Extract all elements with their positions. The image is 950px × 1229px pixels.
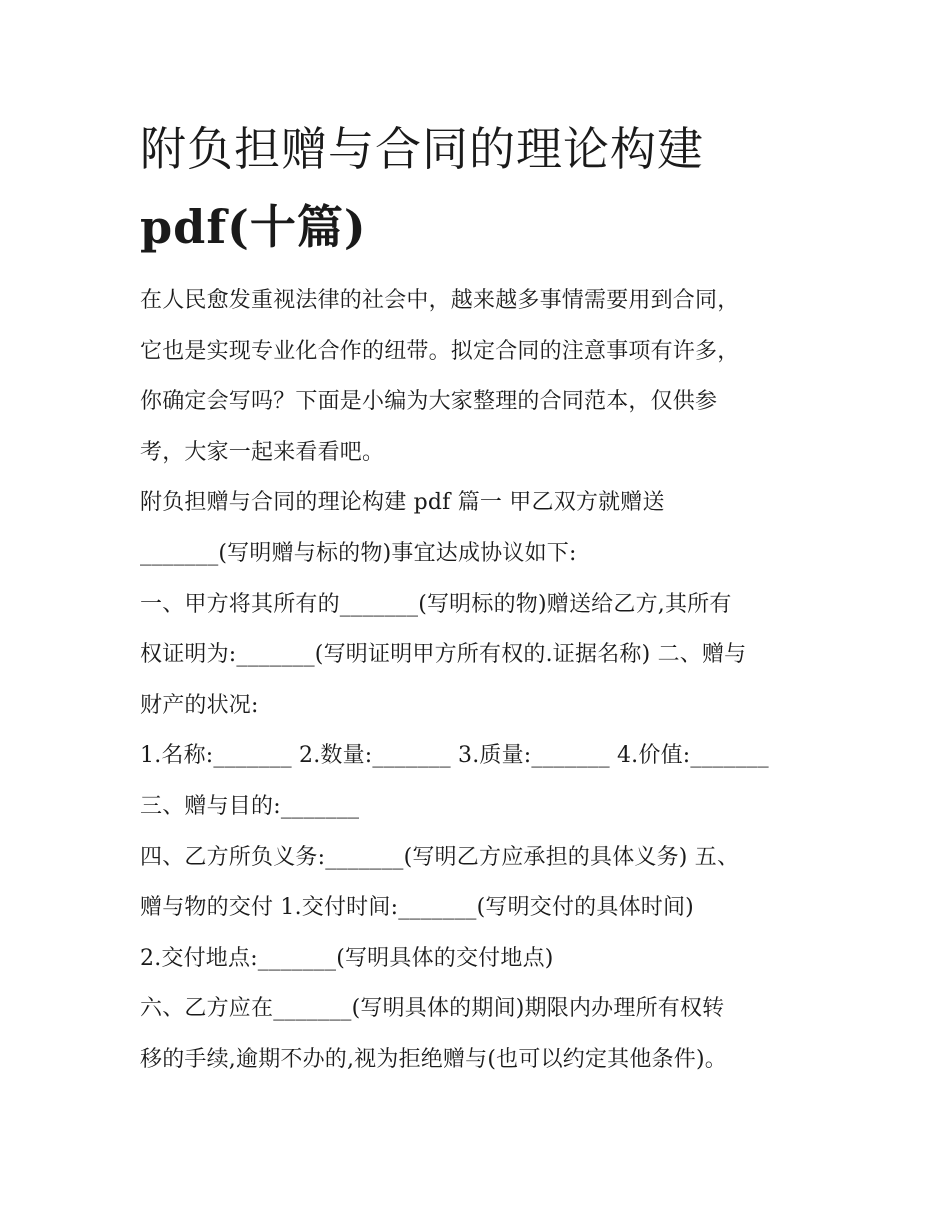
body-line: 你确定会写吗？下面是小编为大家整理的合同范本，仅供参	[140, 389, 718, 415]
body-line: 考，大家一起来看看吧。	[140, 439, 385, 465]
body-line: 2.交付地点:_______(写明具体的交付地点)	[140, 945, 554, 971]
body-line: 在人民愈发重视法律的社会中，越来越多事情需要用到合同，	[140, 288, 740, 313]
body-line: 四、乙方所负义务:_______(写明乙方应承担的具体义务) 五、	[140, 844, 740, 870]
body-line: 附负担赠与合同的理论构建 pdf 篇一 甲乙双方就赠送	[140, 490, 665, 516]
body-line: 三、赠与目的:_______	[140, 793, 360, 819]
body-line: 1.名称:_______ 2.数量:_______ 3.质量:_______ 4.价值:_______	[140, 743, 769, 769]
body-line: 六、乙方应在_______(写明具体的期间)期限内办理所有权转	[140, 996, 725, 1022]
body-line: 它也是实现专业化合作的纽带。拟定合同的注意事项有许多，	[140, 338, 740, 364]
title-line-2: pdf(十篇)	[140, 200, 367, 254]
body-line: 财产的状况:	[140, 692, 259, 718]
document-title	[140, 110, 830, 266]
body-line: 移的手续,逾期不办的,视为拒绝赠与(也可以约定其他条件)。	[140, 1046, 727, 1072]
body-line: 赠与物的交付 1.交付时间:_______(写明交付的具体时间)	[140, 895, 694, 921]
document-content	[140, 110, 830, 1086]
body-line: 权证明为:_______(写明证明甲方所有权的.证据名称) 二、赠与	[140, 642, 747, 668]
body-line: 一、甲方将其所有的_______(写明标的物)赠送给乙方,其所有	[140, 591, 732, 617]
title-line-1: 附负担赠与合同的理论构建	[140, 122, 704, 176]
document-body	[140, 276, 830, 1086]
body-line: _______(写明赠与标的物)事宜达成协议如下:	[140, 540, 577, 566]
